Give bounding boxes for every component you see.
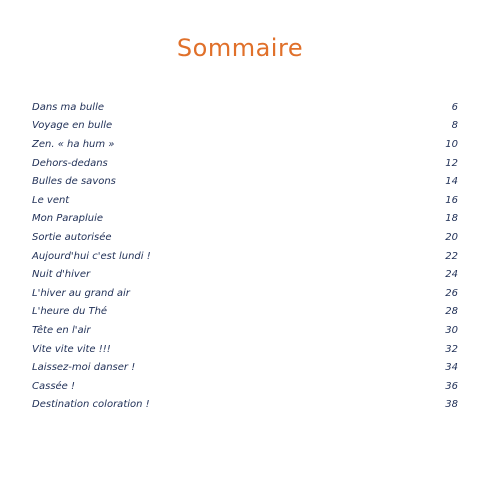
- page-title: Sommaire: [176, 34, 304, 62]
- toc-entry-label: Mon Parapluie: [32, 213, 104, 225]
- toc-entry: [32, 265, 458, 284]
- toc-entry-label: L'heure du Thé: [32, 306, 108, 318]
- table-of-contents: [32, 98, 458, 414]
- toc-entry-label: Bulles de savons: [32, 176, 116, 188]
- toc-entry-page-number: 10: [445, 138, 458, 150]
- toc-entry-page-number: 30: [445, 324, 458, 336]
- toc-entry-label: Dans ma bulle: [32, 101, 104, 113]
- toc-entry: [32, 98, 458, 117]
- toc-entry-label: Destination coloration !: [32, 399, 150, 411]
- toc-entry-label: Dehors-dedans: [32, 157, 108, 169]
- toc-entry-label: Laissez-moi danser !: [32, 362, 136, 374]
- toc-entry-label: Aujourd'hui c'est lundi !: [32, 250, 151, 262]
- toc-entry-page-number: 14: [445, 176, 458, 188]
- toc-entry-page-number: 20: [445, 231, 458, 243]
- toc-entry: [32, 358, 458, 377]
- toc-entry: [32, 396, 458, 415]
- toc-entry: [32, 247, 458, 266]
- toc-entry-page-number: 24: [445, 269, 458, 281]
- toc-entry: [32, 228, 458, 247]
- toc-entry-label: Zen. « ha hum »: [32, 138, 115, 150]
- toc-entry-label: Sortie autorisée: [32, 231, 112, 243]
- toc-entry-label: Voyage en bulle: [32, 120, 113, 132]
- toc-entry: [32, 154, 458, 173]
- toc-entry-label: L'hiver au grand air: [32, 287, 130, 299]
- toc-entry-page-number: 6: [451, 101, 458, 113]
- toc-entry: [32, 117, 458, 136]
- toc-entry-page-number: 12: [445, 157, 458, 169]
- toc-entry: [32, 284, 458, 303]
- toc-entry-page-number: 8: [451, 120, 458, 132]
- toc-entry-label: Vite vite vite !!!: [32, 343, 111, 355]
- toc-entry-page-number: 16: [445, 194, 458, 206]
- toc-entry-label: Cassée !: [32, 380, 76, 392]
- toc-entry-page-number: 32: [445, 343, 458, 355]
- toc-entry-page-number: 28: [445, 306, 458, 318]
- toc-entry-label: Le vent: [32, 194, 70, 206]
- toc-entry: [32, 377, 458, 396]
- toc-entry-page-number: 22: [445, 250, 458, 262]
- toc-entry: [32, 303, 458, 322]
- toc-entry-page-number: 34: [445, 362, 458, 374]
- toc-entry-page-number: 38: [445, 399, 458, 411]
- toc-entry-page-number: 18: [445, 213, 458, 225]
- toc-entry: [32, 210, 458, 229]
- toc-entry-page-number: 36: [445, 380, 458, 392]
- toc-entry: [32, 172, 458, 191]
- toc-entry-label: Tête en l'air: [32, 324, 91, 336]
- toc-entry: [32, 191, 458, 210]
- toc-entry: [32, 321, 458, 340]
- toc-entry: [32, 135, 458, 154]
- toc-entry-label: Nuit d'hiver: [32, 269, 91, 281]
- toc-entry-page-number: 26: [445, 287, 458, 299]
- toc-entry: [32, 340, 458, 359]
